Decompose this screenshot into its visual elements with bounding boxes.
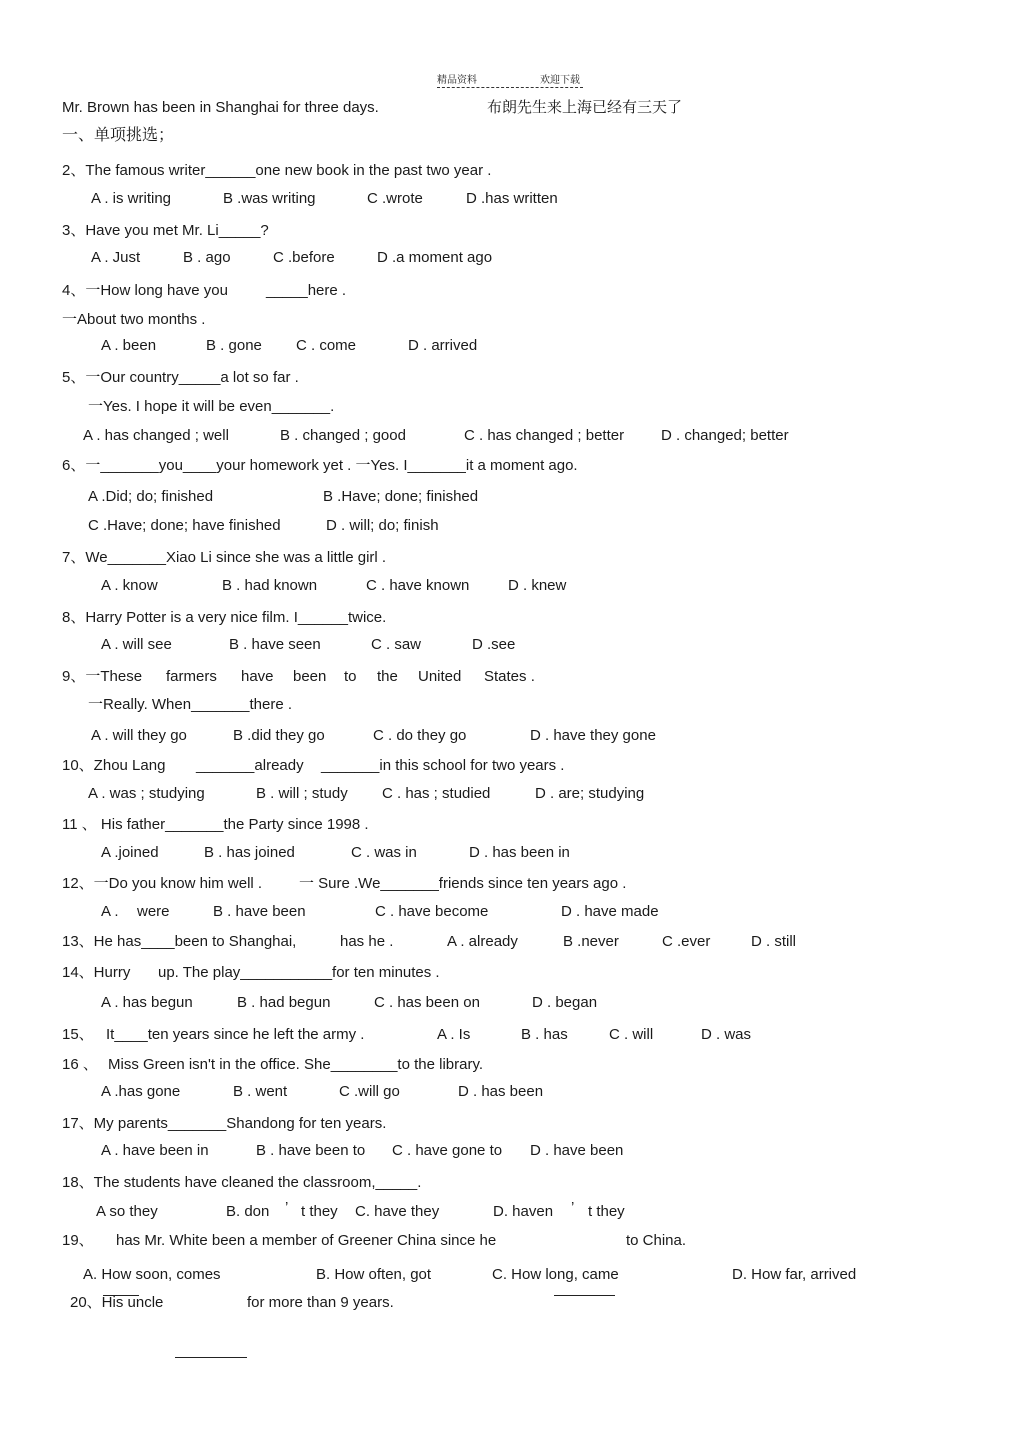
intro-english: Mr. Brown has been in Shanghai for three days. [62, 99, 379, 116]
question-18-apostrophe-1: ’ [285, 1199, 289, 1216]
question-9-option-c: C . do they go [373, 727, 467, 744]
question-12-option-a-text: were [137, 903, 170, 920]
question-16-option-b: B . went [233, 1083, 288, 1100]
question-5-stem: 5、一Our country_____a lot so far . [62, 369, 299, 386]
question-3-stem: 3、Have you met Mr. Li_____? [62, 222, 269, 239]
question-11-stem: 11 、 His father_______the Party since 1998 . [62, 816, 369, 833]
question-16-option-d: D . has been [458, 1083, 544, 1100]
question-9-stem-word-2: farmers [166, 668, 217, 685]
question-4-option-d: D . arrived [408, 337, 478, 354]
question-17-stem: 17、My parents_______Shandong for ten years. [62, 1115, 387, 1132]
question-12-option-c: C . have become [375, 903, 489, 920]
question-13-stem-part1: 13、He has____been to Shanghai, [62, 933, 297, 950]
question-3-option-c: C .before [273, 249, 335, 266]
question-19-number: 19、 [62, 1232, 94, 1249]
question-12-option-d: D . have made [561, 903, 659, 920]
question-15-option-d: D . was [701, 1026, 752, 1043]
question-20-stem-end: for more than 9 years. [247, 1294, 394, 1311]
question-14-option-a: A . has begun [101, 994, 193, 1011]
question-10-option-b: B . will ; study [256, 785, 348, 802]
question-14-option-d: D . began [532, 994, 598, 1011]
question-12-stem-part1: 12、一Do you know him well . [62, 875, 263, 892]
question-5-option-d: D . changed; better [661, 427, 789, 444]
question-8-option-d: D .see [472, 636, 516, 653]
question-6-option-a: A .Did; do; finished [88, 488, 214, 505]
question-3-option-b: B . ago [183, 249, 231, 266]
question-4-option-c: C . come [296, 337, 357, 354]
question-7-option-c: C . have known [366, 577, 470, 594]
question-18-option-b-rest: t they [301, 1203, 338, 1220]
question-4-reply: 一About two months . [62, 311, 206, 328]
header-left: 精品资料 [437, 75, 477, 86]
question-3-option-d: D .a moment ago [377, 249, 493, 266]
question-13-stem-part2: has he . [340, 933, 394, 950]
question-8-option-b: B . have seen [229, 636, 321, 653]
question-15-option-a: A . Is [437, 1026, 471, 1043]
question-9-stem-word-1: 9、一These [62, 668, 143, 685]
question-13-option-a: A . already [447, 933, 518, 950]
question-4-stem-part1: 4、一How long have you [62, 282, 228, 299]
question-18-option-d-rest: t they [588, 1203, 625, 1220]
question-4-option-b: B . gone [206, 337, 262, 354]
question-14-option-b: B . had begun [237, 994, 331, 1011]
question-7-option-b: B . had known [222, 577, 318, 594]
question-17-option-b: B . have been to [256, 1142, 366, 1159]
question-15-option-b: B . has [521, 1026, 568, 1043]
question-13-option-c: C .ever [662, 933, 711, 950]
question-8-option-c: C . saw [371, 636, 422, 653]
question-9-option-d: D . have they gone [530, 727, 656, 744]
question-16-number: 16 、 [62, 1056, 98, 1073]
question-10-option-d: D . are; studying [535, 785, 645, 802]
question-9-stem-word-5: to [344, 668, 357, 685]
question-9-stem-word-8: States . [484, 668, 535, 685]
question-20-stem: 20、His uncle [70, 1294, 164, 1311]
question-6-option-c: C .Have; done; have finished [88, 517, 281, 534]
question-2-stem: 2、The famous writer______one new book in the past two year . [62, 162, 492, 179]
header-divider [437, 87, 583, 88]
question-19-option-b: B. How often, got [316, 1266, 432, 1283]
question-8-option-a: A . will see [101, 636, 172, 653]
question-10-option-a: A . was ; studying [88, 785, 205, 802]
question-9-stem-word-6: the [377, 668, 398, 685]
question-14-option-c: C . has been on [374, 994, 480, 1011]
question-16-option-c: C .will go [339, 1083, 400, 1100]
question-18-apostrophe-2: ’ [571, 1199, 575, 1216]
question-7-option-a: A . know [101, 577, 158, 594]
question-17-option-c: C . have gone to [392, 1142, 503, 1159]
question-5-reply: 一Yes. I hope it will be even_______. [88, 398, 335, 415]
question-16-option-a: A .has gone [101, 1083, 181, 1100]
question-9-stem-word-7: United [418, 668, 462, 685]
question-9-option-b: B .did they go [233, 727, 325, 744]
question-15-number: 15、 [62, 1026, 94, 1043]
header-right: 欢迎下载 [540, 75, 580, 86]
question-9-stem-word-3: have [241, 668, 274, 685]
question-19-option-c: C. How long, came [492, 1266, 619, 1283]
question-19-option-a: A. How soon, comes [83, 1266, 221, 1283]
question-14-stem-part1: 14、Hurry [62, 964, 131, 981]
question-11-option-a: A .joined [101, 844, 159, 861]
question-2-option-d: D .has written [466, 190, 558, 207]
question-3-option-a: A . Just [91, 249, 141, 266]
question-18-option-d: D. haven [493, 1203, 554, 1220]
answer-blank-underline [103, 1295, 139, 1296]
question-15-stem: It____ten years since he left the army . [106, 1026, 365, 1043]
question-17-option-a: A . have been in [101, 1142, 209, 1159]
question-4-option-a: A . been [101, 337, 157, 354]
question-14-stem-part2: up. The play___________for ten minutes . [158, 964, 440, 981]
question-15-option-c: C . will [609, 1026, 654, 1043]
question-4-stem-part2: _____here . [266, 282, 347, 299]
question-6-option-b: B .Have; done; finished [323, 488, 479, 505]
question-13-option-d: D . still [751, 933, 796, 950]
question-10-stem-part1: 10、Zhou Lang [62, 757, 166, 774]
question-6-option-d: D . will; do; finish [326, 517, 439, 534]
question-2-option-b: B .was writing [223, 190, 316, 207]
question-2-option-c: C .wrote [367, 190, 423, 207]
question-10-stem-part2: _______already [196, 757, 304, 774]
question-11-option-c: C . was in [351, 844, 417, 861]
question-9-reply: 一Really. When_______there . [88, 696, 293, 713]
question-9-stem-word-4: been [293, 668, 327, 685]
question-10-stem-part3: _______in this school for two years . [321, 757, 565, 774]
question-18-option-c: C. have they [355, 1203, 440, 1220]
answer-blank-underline [175, 1357, 247, 1358]
question-6-stem: 6、一_______you____your homework yet . 一Yes. I_______it a moment ago. [62, 457, 578, 474]
question-19-stem-end: to China. [626, 1232, 687, 1249]
question-11-option-b: B . has joined [204, 844, 295, 861]
question-12-option-b: B . have been [213, 903, 306, 920]
question-8-stem: 8、Harry Potter is a very nice film. I______twice. [62, 609, 387, 626]
section-title: 一、单项挑选； [62, 127, 175, 144]
question-10-option-c: C . has ; studied [382, 785, 491, 802]
question-13-option-b: B .never [563, 933, 619, 950]
question-12-option-a: A . [101, 903, 119, 920]
question-9-option-a: A . will they go [91, 727, 187, 744]
question-18-stem: 18、The students have cleaned the classroom,_____. [62, 1174, 422, 1191]
question-16-stem: Miss Green isn't in the office. She________to the library. [108, 1056, 484, 1073]
question-19-option-d: D. How far, arrived [732, 1266, 857, 1283]
question-18-option-a: A so they [96, 1203, 158, 1220]
question-11-option-d: D . has been in [469, 844, 570, 861]
question-7-option-d: D . knew [508, 577, 567, 594]
question-12-stem-part2: 一 Sure .We_______friends since ten years ago . [299, 875, 627, 892]
question-17-option-d: D . have been [530, 1142, 624, 1159]
answer-blank-underline [554, 1295, 615, 1296]
intro-chinese: 布朗先生来上海已经有三天了 [487, 99, 683, 116]
question-5-option-b: B . changed ; good [280, 427, 406, 444]
question-5-option-c: C . has changed ; better [464, 427, 625, 444]
question-2-option-a: A . is writing [91, 190, 172, 207]
question-5-option-a: A . has changed ; well [83, 427, 229, 444]
question-19-stem: has Mr. White been a member of Greener China since he [116, 1232, 497, 1249]
question-18-option-b: B. don [226, 1203, 270, 1220]
question-7-stem: 7、We_______Xiao Li since she was a little girl . [62, 549, 387, 566]
